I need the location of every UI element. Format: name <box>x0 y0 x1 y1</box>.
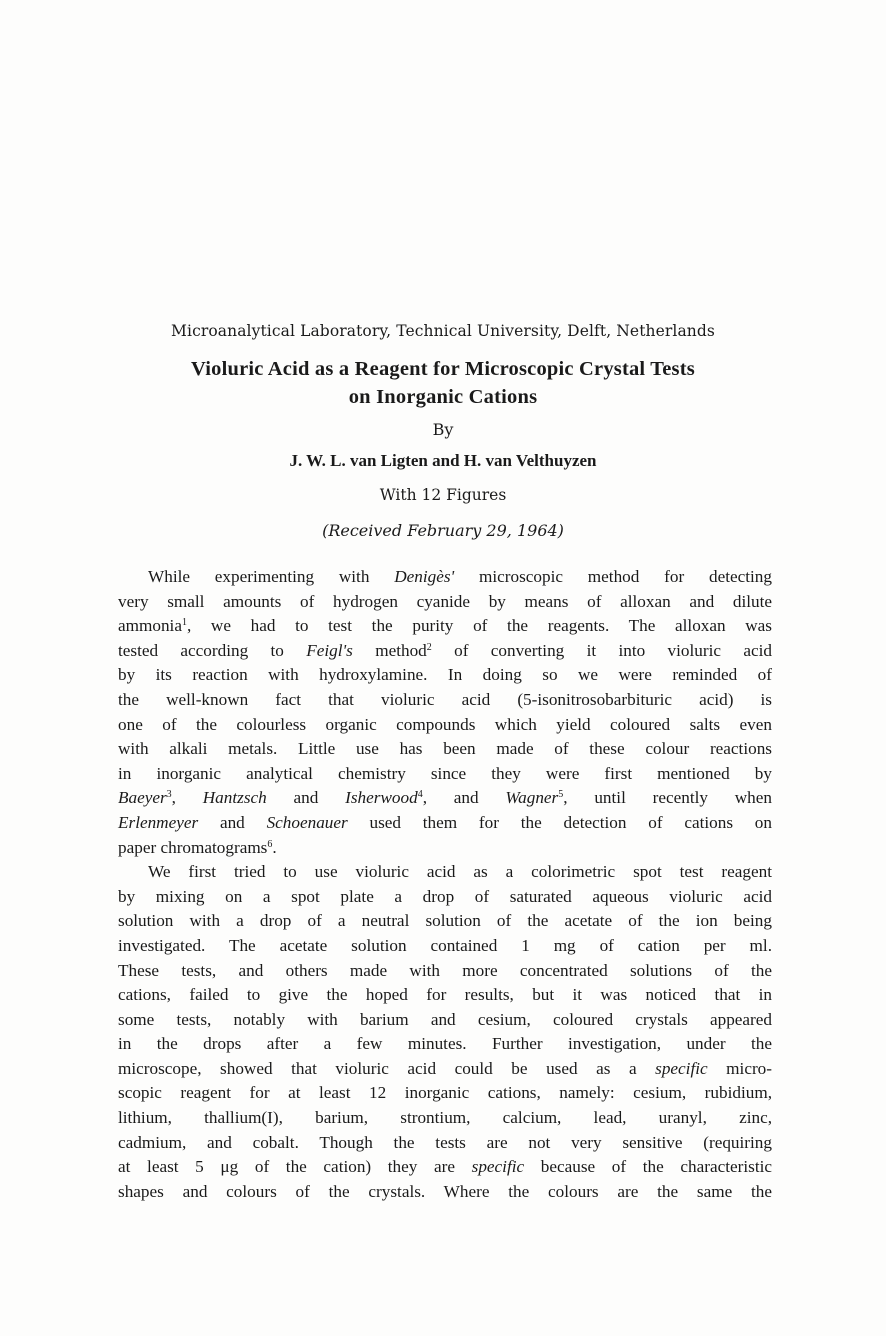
text-line: shapes and colours of the crystals. Where the colours are the same the <box>118 1181 772 1201</box>
text-line: While experimenting with Denigès' microscopic method for detecting <box>148 567 772 586</box>
text-line: the well-known fact that violuric acid (5-isonitrosobarbituric acid) is <box>118 689 772 709</box>
paragraph-1 <box>118 565 772 860</box>
text-line: Baeyer$^3$, Hantzsch and Isherwood$^4$, and Wagner$^5$, until recently when <box>118 788 772 808</box>
text-line: paper chromatograms$^6$. <box>118 837 277 857</box>
text-line: some tests, notably with barium and cesium, coloured crystals appeared <box>118 1009 772 1029</box>
text-line: ammonia$^1$, we had to test the purity of the reagents. The alloxan was <box>118 616 772 636</box>
title-line-1: Violuric Acid as a Reagent for Microscopic Crystal Tests <box>191 358 695 380</box>
text-line: Erlenmeyer and Schoenauer used them for the detection of cations on <box>118 812 772 832</box>
text-line: These tests, and others made with more concentrated solutions of the <box>118 960 772 980</box>
title-line-2: on Inorganic Cations <box>348 386 538 408</box>
text-line: cations, failed to give the hoped for results, but it was noticed that in <box>118 985 772 1005</box>
text-line: at least 5 μg of the cation) they are specific because of the characteristic <box>118 1157 772 1177</box>
text-line: We first tried to use violuric acid as a colorimetric spot test reagent <box>148 862 772 882</box>
authors: J. W. L. van Ligten and H. van Velthuyzen <box>289 451 597 470</box>
text-line: tested according to Feigl's method$^2$ of converting it into violuric acid <box>118 640 772 660</box>
text-line: very small amounts of hydrogen cyanide by means of alloxan and dilute <box>118 591 772 611</box>
text-line: investigated. The acetate solution contained 1 mg of cation per ml. <box>118 935 772 955</box>
text-line: lithium, thallium(I), barium, strontium, calcium, lead, uranyl, zinc, <box>118 1108 772 1128</box>
text-line: microscope, showed that violuric acid could be used as a specific micro- <box>118 1058 772 1078</box>
affiliation: Microanalytical Laboratory, Technical University, Delft, Netherlands <box>171 322 715 340</box>
paragraph-2 <box>118 860 772 1204</box>
text-line: one of the colourless organic compounds which yield coloured salts even <box>118 714 772 734</box>
body-text <box>118 565 772 1204</box>
text-line: in the drops after a few minutes. Further investigation, under the <box>118 1034 772 1054</box>
figure-count: With 12 Figures <box>379 486 507 504</box>
text-line: in inorganic analytical chemistry since they were first mentioned by <box>118 763 772 783</box>
text-line: cadmium, and cobalt. Though the tests are not very sensitive (requiring <box>118 1132 772 1152</box>
text-line: by mixing on a spot plate a drop of saturated aqueous violuric acid <box>118 886 772 906</box>
text-line: by its reaction with hydroxylamine. In doing so we were reminded of <box>118 665 772 685</box>
text-line: with alkali metals. Little use has been made of these colour reactions <box>118 739 772 759</box>
article-title <box>0 355 886 411</box>
by-label: By <box>432 420 454 439</box>
text-line: solution with a drop of a neutral solution of the acetate of the ion being <box>118 911 772 931</box>
received-date: (Received February 29, 1964) <box>322 521 564 540</box>
text-line: scopic reagent for at least 12 inorganic cations, namely: cesium, rubidium, <box>118 1083 772 1103</box>
